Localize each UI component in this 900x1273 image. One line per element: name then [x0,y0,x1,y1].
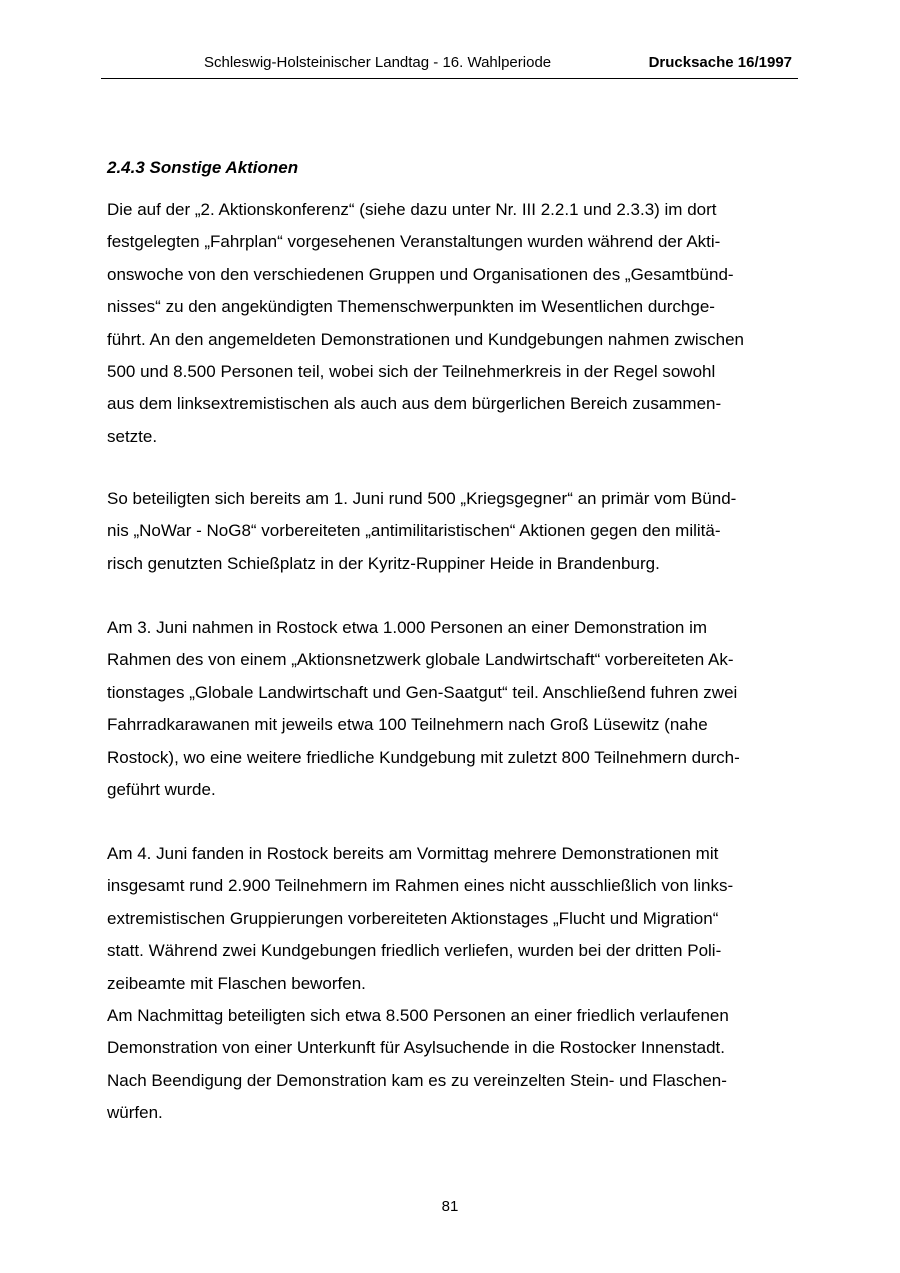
text-line: aus dem linksextremistischen als auch aus dem bürgerlichen Bereich zusammen- [107,394,722,414]
text-line: Die auf der „2. Aktionskonferenz“ (siehe dazu unter Nr. III 2.2.1 und 2.3.3) im dort [107,200,717,219]
text-line: setzte. [107,426,158,446]
section-heading: 2.4.3 Sonstige Aktionen [107,158,299,177]
page-header [101,52,798,79]
text-line: onswoche von den verschiedenen Gruppen und Organisationen des „Gesamtbünd- [107,264,734,284]
text-line: Am 3. Juni nahmen in Rostock etwa 1.000 Personen an einer Demonstration im [107,618,708,637]
text-line: risch genutzten Schießplatz in der Kyritz-Ruppiner Heide in Brandenburg. [107,553,660,573]
text-line: 500 und 8.500 Personen teil, wobei sich der Teilnehmerkreis in der Regel sowohl [107,361,716,381]
text-line: tionstages „Globale Landwirtschaft und Gen-Saatgut“ teil. Anschließend fuhren zwei [107,682,738,702]
text-line: Am 4. Juni fanden in Rostock bereits am Vormittag mehrere Demonstrationen mit [107,844,719,863]
page-number: 81 [441,1198,459,1215]
text-line: insgesamt rund 2.900 Teilnehmern im Rahmen eines nicht ausschließlich von links- [107,876,734,896]
text-line: Nach Beendigung der Demonstration kam es zu vereinzelten Stein- und Flaschen- [107,1070,727,1090]
text-line: würfen. [107,1103,163,1123]
paragraph-1 [107,194,744,453]
text-line: Rostock), wo eine weitere friedliche Kundgebung mit zuletzt 800 Teilnehmern durch- [107,747,740,767]
text-line: Am Nachmittag beteiligten sich etwa 8.500 Personen an einer friedlich verlaufenen [107,1005,729,1025]
text-line: führt. An den angemeldeten Demonstrationen und Kundgebungen nahmen zwischen [107,329,745,349]
document-number: Drucksache 16/1997 [648,54,792,71]
text-line: zeibeamte mit Flaschen beworfen. [107,973,366,993]
text-line: statt. Während zwei Kundgebungen friedlich verliefen, wurden bei der dritten Poli- [107,941,722,961]
text-line: Rahmen des von einem „Aktionsnetzwerk globale Landwirtschaft“ vorbereiteten Ak- [107,650,734,670]
paragraph-2 [107,483,736,580]
text-line: extremistischen Gruppierungen vorbereiteten Aktionstages „Flucht und Migration“ [107,908,719,928]
text-line: nis „NoWar - NoG8“ vorbereiteten „antimilitaristischen“ Aktionen gegen den militä- [107,521,721,541]
paragraph-3 [107,612,740,806]
header-title: Schleswig-Holsteinischer Landtag - 16. Wahlperiode [204,54,552,71]
text-line: festgelegten „Fahrplan“ vorgesehenen Veranstaltungen wurden während der Akti- [107,232,721,252]
text-line: geführt wurde. [107,779,216,799]
text-line: Demonstration von einer Unterkunft für Asylsuchende in die Rostocker Innenstadt. [107,1038,726,1058]
paragraph-4 [107,838,733,1130]
text-line: So beteiligten sich bereits am 1. Juni rund 500 „Kriegsgegner“ an primär vom Bünd- [107,489,737,508]
text-line: Fahrradkarawanen mit jeweils etwa 100 Teilnehmern nach Groß Lüsewitz (nahe [107,715,708,735]
text-line: nisses“ zu den angekündigten Themenschwerpunkten im Wesentlichen durchge- [107,297,715,317]
